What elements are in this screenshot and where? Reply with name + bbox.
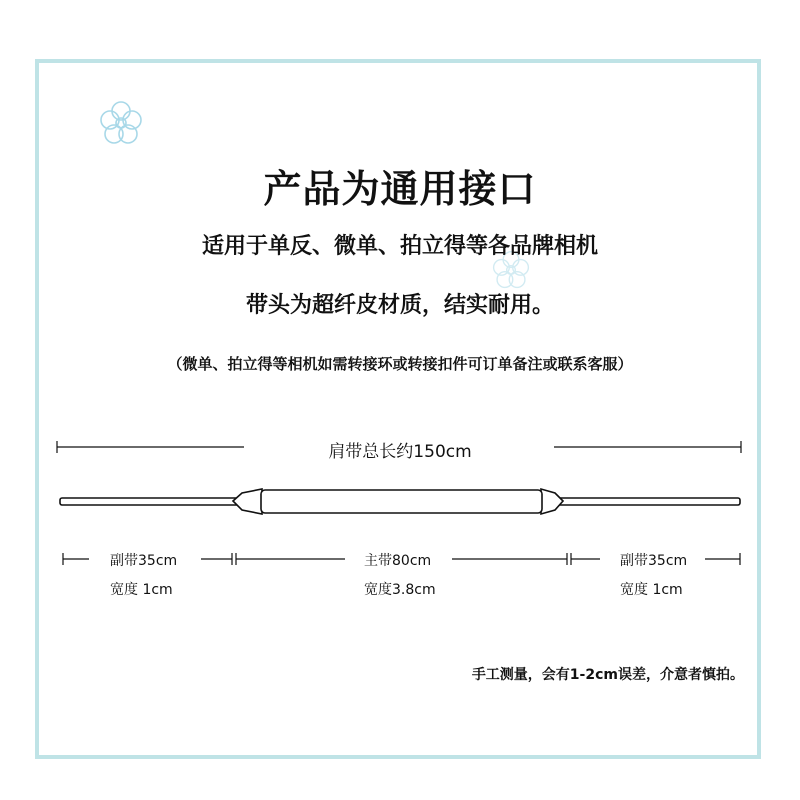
note-text: （微单、拍立得等相机如需转接环或转接扣件可订单备注或联系客服） xyxy=(167,355,633,373)
center-segment-length: 主带80cm xyxy=(364,553,432,569)
right-segment-width: 宽度 1cm xyxy=(620,582,683,598)
compatibility-text: 适用于单反、微单、拍立得等各品牌相机 xyxy=(201,234,598,259)
page-title: 产品为通用接口 xyxy=(263,167,537,211)
total-length-label: 肩带总长约150cm xyxy=(328,442,472,462)
left-segment-width: 宽度 1cm xyxy=(110,582,173,598)
measurement-disclaimer: 手工测量，会有1-2cm误差，介意者慎拍。 xyxy=(471,667,744,683)
left-segment-length: 副带35cm xyxy=(110,553,178,569)
material-text: 带头为超纤皮材质，结实耐用。 xyxy=(245,293,554,318)
right-segment-length: 副带35cm xyxy=(620,553,688,569)
center-segment-width: 宽度3.8cm xyxy=(364,582,436,598)
strap-body xyxy=(60,489,740,514)
